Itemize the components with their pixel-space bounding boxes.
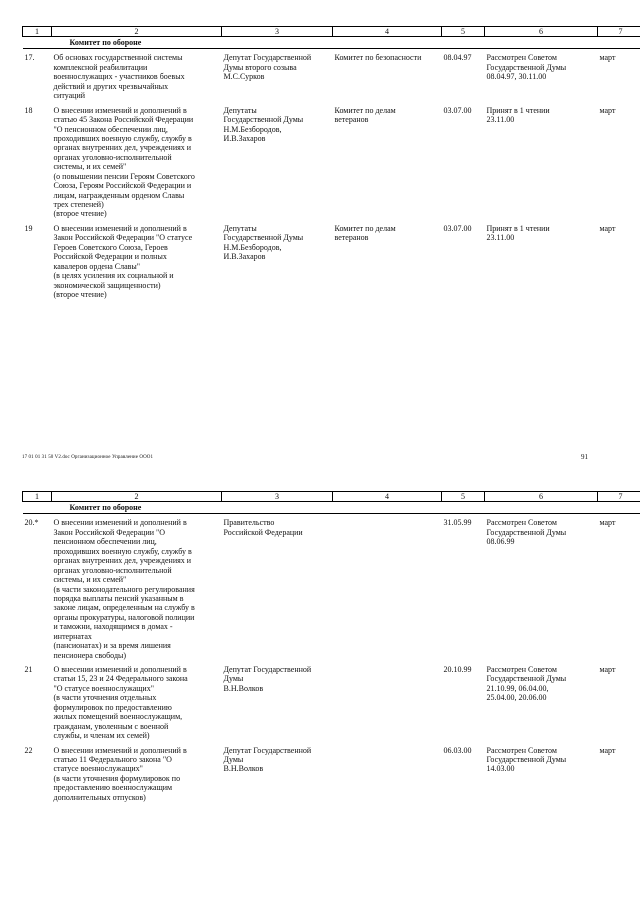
table-page-1 <box>22 26 640 300</box>
col-header-4: 4 <box>333 27 442 37</box>
section-row <box>23 37 640 49</box>
bill-title: О внесении изменений и дополнений в Закон Российской Федерации "О статусе Героев Советского Союза, Героев Российской Федерации и полных кавалеров ордена Славы" (в целях усиления их социальной и экономической защищенности) (второе чтение) <box>53 223 193 299</box>
bill-status: Рассмотрен Советом Государственной Думы 08.04.97, 30.11.00 <box>486 53 567 82</box>
bill-author: Депутаты Государственной Думы Н.М.Безбородов, И.В.Захаров <box>223 223 304 262</box>
section-title: Комитет по обороне <box>52 37 640 49</box>
col-header-6: 6 <box>485 492 598 502</box>
responsible-committee: Комитет по делам ветеранов <box>334 105 396 125</box>
bill-status: Рассмотрен Советом Государственной Думы 21.10.99, 06.04.00, 25.04.00, 20.06.00 <box>486 665 567 703</box>
bill-title: О внесении изменений и дополнений в статью 11 Федерального закона "О статусе военнослужащих" (в части уточнения формулировок по предоставлению военнослужащим дополнительных отпусков) <box>53 745 187 802</box>
bill-title: Об основах государственной системы комплексной реабилитации военнослужащих - участников боевых действий и других чрезвычайных ситуаций <box>53 53 185 101</box>
planned-month: март <box>599 518 616 528</box>
col-header-7: 7 <box>598 27 640 37</box>
planned-month: март <box>599 223 616 233</box>
bill-title: О внесении изменений и дополнений в статьи 15, 23 и 24 Федерального закона "О статусе военнослужащих" (в части уточнения отдельных формулировок по предоставлению жилых помещений военнослужащим, гражданам, уволенным с военной службы, и членам их семей) <box>53 665 188 741</box>
bill-status: Рассмотрен Советом Государственной Думы 14.03.00 <box>486 745 567 774</box>
footer-text: 17 01 01 31 50 V2.doc Организационное Управление ООО1 <box>22 455 154 460</box>
bill-author: Депутат Государственной Думы В.Н.Волков <box>223 665 312 693</box>
col-header-3: 3 <box>222 27 333 37</box>
submission-date: 20.10.99 <box>443 665 472 674</box>
row-number: 20.* <box>24 518 39 528</box>
col-header-1: 1 <box>23 492 52 502</box>
submission-date: 03.07.00 <box>443 223 472 233</box>
row-number: 22 <box>24 745 33 755</box>
submission-date: 06.03.00 <box>443 745 472 755</box>
row-number: 21 <box>24 665 33 674</box>
bill-author: Депутаты Государственной Думы Н.М.Безбородов, И.В.Захаров <box>223 105 304 143</box>
planned-month: март <box>599 53 616 63</box>
table-page-2 <box>22 491 640 803</box>
col-header-6: 6 <box>485 27 598 37</box>
col-header-2: 2 <box>52 492 222 502</box>
responsible-committee <box>333 742 442 804</box>
section-title: Комитет по обороне <box>52 502 640 514</box>
submission-date: 08.04.97 <box>443 53 472 63</box>
bill-title: О внесении изменений и дополнений в Закон Российской Федерации "О пенсионном обеспечении лиц, проходивших военную службу, службу в органах внутренних дел, учреждениях и органах уголовно-исполнительной системы, и их семей" (в части законодательного регулирования порядка выплаты пенсий указанным в законе лицам, определенным на службу в органы прокуратуры, налоговой полиции и таможни, находящимся в домах - интернатах (пансионатах) и за время лишения пенсионера свободы) <box>53 518 195 660</box>
col-header-1: 1 <box>23 27 52 37</box>
responsible-committee <box>333 514 442 661</box>
submission-date: 31.05.99 <box>443 518 472 528</box>
planned-month: март <box>599 665 616 674</box>
planned-month: март <box>599 105 616 115</box>
bill-author: Депутат Государственной Думы В.Н.Волков <box>223 745 312 774</box>
row-number: 18 <box>24 105 33 115</box>
col-header-2: 2 <box>52 27 222 37</box>
table-row <box>23 742 640 804</box>
col-header-5: 5 <box>442 27 485 37</box>
table-row <box>23 514 640 661</box>
bill-author: Депутат Государственной Думы второго созыва М.С.Сурков <box>223 53 312 82</box>
table-row <box>23 220 640 301</box>
bill-status: Принят в 1 чтении 23.11.00 <box>486 223 550 243</box>
col-header-5: 5 <box>442 492 485 502</box>
submission-date: 03.07.00 <box>443 105 472 115</box>
col-header-7: 7 <box>598 492 640 502</box>
responsible-committee: Комитет по делам ветеранов <box>334 223 396 243</box>
row-number: 17. <box>24 53 35 63</box>
bill-author: Правительство Российской Федерации <box>223 518 303 537</box>
responsible-committee: Комитет по безопасности <box>334 53 422 63</box>
table-row <box>23 49 640 102</box>
row-number: 19 <box>24 223 33 233</box>
responsible-committee <box>333 661 442 742</box>
table-row <box>23 102 640 220</box>
page-number: 91 <box>581 453 588 461</box>
table-row <box>23 661 640 742</box>
header-row <box>23 492 640 502</box>
col-header-4: 4 <box>333 492 442 502</box>
bill-status: Принят в 1 чтении 23.11.00 <box>486 105 550 125</box>
section-row <box>23 502 640 514</box>
col-header-3: 3 <box>222 492 333 502</box>
bill-title: О внесении изменений и дополнений в статью 45 Закона Российской Федерации "О пенсионном обеспечении лиц, проходивших военную службу, службу в органах внутренних дел, учреждениях и органах уголовно-исполнительной системы, и их семей" (о повышении пенсии Героям Советского Союза, Героям Российской Федерации и лицам, награжденным орденом Славы трех степеней) (второе чтение) <box>53 105 195 219</box>
planned-month: март <box>599 745 616 755</box>
header-row <box>23 27 640 37</box>
bill-status: Рассмотрен Советом Государственной Думы 08.06.99 <box>486 518 567 547</box>
